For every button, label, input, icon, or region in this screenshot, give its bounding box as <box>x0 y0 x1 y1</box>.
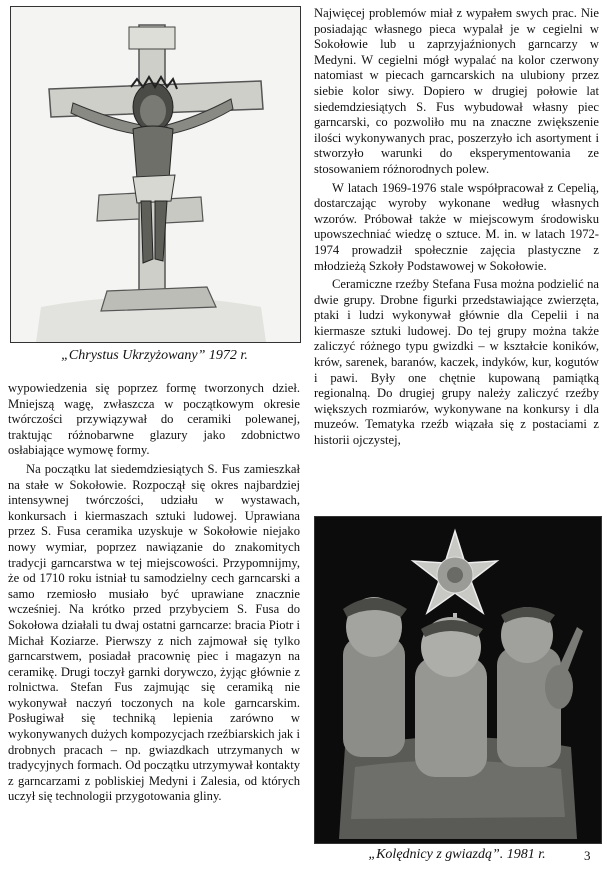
left-paragraph-2: Na początku lat siedemdziesiątych S. Fus zamieszkał na stałe w Sokołowie. Rozpoczął się okres najbardziej intensywnej twórczości, udziału w wystawach, konkursach i kiermaszach sztuki ludowej. Uprawiana przez S. Fusa ceramika uzyskuje w Sokołowie niejako nowy wymiar, poprzez nawiązanie do znakomitych tradycji garncarstwa w tej miejscowości. Przypomnijmy, że od 1710 roku istniał tu samodzielny cech garncarski a samo rzemiosło musiało być uprawiane znacznie wcześniej. Na krótko przed przybyciem S. Fusa do Sokołowa działali tu dwaj ostatni garncarze: bracia Piotr i Michał Koziarze. Pierwszy z nich zajmował się tylko garncarstwem, posiadał pracownię piec i magazyn na ceramikę. Drugi toczył garnki dorywczo, żyjąc głównie z rolnictwa. Stefan Fus zajmując się ceramiką nie wykonywał naczyń toczonych na kole garncarskim. Posługiwał się techniką lepienia zarówno w wykonywanych dużych kompozycjach rzeźbiarskich jak i drobnych pracach – np. gwiazdkach utrzymanych w tradycyjnych formach. Od początku utrzymywał kontakty z garncarzami z pobliskiej Medyni i Zalesia, od których uczył się technologii przygotowania gliny. <box>8 461 300 804</box>
carolers-photo <box>314 516 602 844</box>
right-paragraph-3: Ceramiczne rzeźby Stefana Fusa można podzielić na dwie grupy. Drobne figurki przedstawiające zwierzęta, ptaki i ludzi wykonywał głównie dla Cepelii i na kiermasze sztuki ludowej. Do tej grupy można także zaliczyć różnego typu gwizdki – w kształcie koników, krów, sarenek, baranów, kaczek, indyków, kur, kogutów i pawi. Były one chętnie kupowaną pamiątką regionalną. Do drugiej grupy należy zaliczyć rzeźby większych rozmiarów, wykonywane na konkursy i dla muzeów. Tematyka rzeźb wiązała się z postaciami z historii ojczystej, <box>314 277 599 448</box>
right-paragraph-2: W latach 1969-1976 stale współpracował z Cepelią, dostarczając wyroby wykonane według własnych wzorów. Próbował także w miejscowym środowisku upowszechniać wiedzę o sztuce. M. in. w latach 1972-1974 prowadził społecznie zajęcia plastyczne z młodzieżą Szkoły Podstawowej w Sokołowie. <box>314 180 599 273</box>
crucifix-photo <box>10 6 301 343</box>
right-text-column <box>314 6 599 449</box>
left-paragraph-1: wypowiedzenia się poprzez formę tworzonych dzieł. Mniejszą wagę, zwłaszcza w początkowym okresie twórczości przywiązywał do ceramiki polewanej, traktując różnobarwne glazury jako zdobnictwo osłabiające wymowę formy. <box>8 381 300 458</box>
crucifix-caption: „Chrystus Ukrzyżowany” 1972 r. <box>61 348 248 363</box>
carolers-illustration <box>315 517 601 843</box>
crucifix-illustration <box>11 7 300 342</box>
page-number: 3 <box>584 848 591 863</box>
right-paragraph-1: Najwięcej problemów miał z wypałem swych prac. Nie posiadając własnego pieca wypalał je w cegielni w Sokołowie lub u zaprzyjaźnionych garncarzy w Medyni. W cegielni mógł wypalać na kolor czerwony natomiast w piecach garncarskich na ulubiony przez siebie kolor siwy. Dopiero w drugiej połowie lat siedemdziesiątych S. Fus wybudował własny piec garncarski, co pozwoliło mu na znaczne zwiększenie ilości wykonywanych prac, poszerzyło ich asortyment i stworzyło warunki do eksperymentowania ze stosowaniem różnorodnych polew. <box>314 6 599 176</box>
carolers-caption: „Kolędnicy z gwiazdą”. 1981 r. <box>368 847 546 862</box>
left-text-column <box>8 381 300 805</box>
